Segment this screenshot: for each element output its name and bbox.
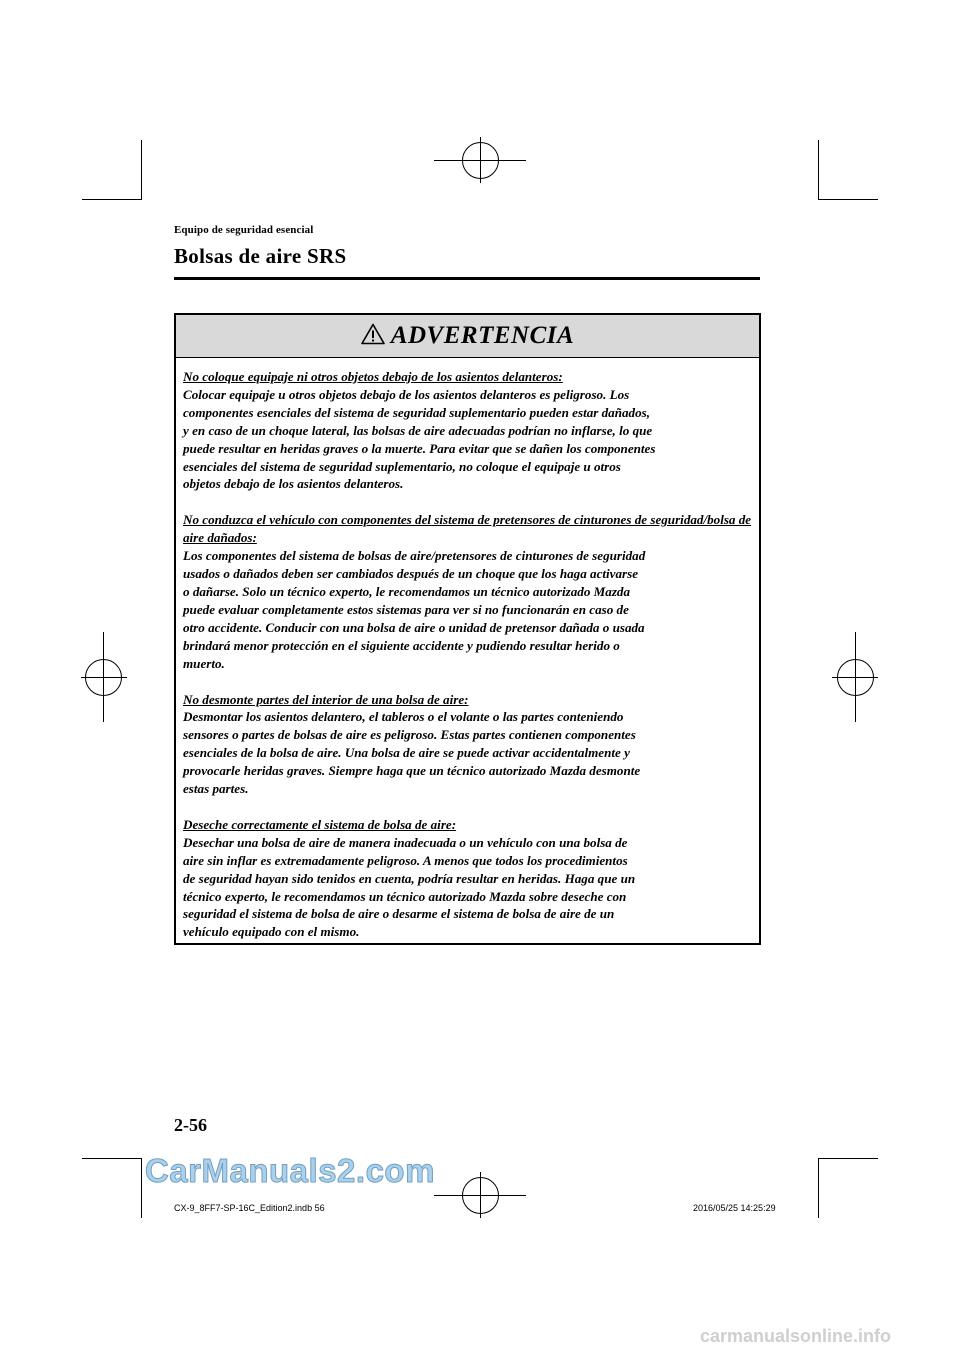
paragraph-line: puede resultar en heridas graves o la muerte. Para evitar que se dañen los componentes (183, 440, 656, 456)
paragraph-line: otro accidente. Conducir con una bolsa de aire o unidad de pretensor dañada o usada (183, 619, 645, 635)
paragraph-heading: No coloque equipaje ni otros objetos debajo de los asientos delanteros: (183, 369, 563, 384)
paragraph-line: o dañarse. Solo un técnico experto, le recomendamos un técnico autorizado Mazda (183, 583, 631, 599)
paragraph-line: técnico experto, le recomendamos un técnico autorizado Mazda sobre deseche con (183, 888, 627, 904)
paragraph-line: de seguridad hayan sido tenidos en cuenta, podría resultar en heridas. Haga que un (183, 870, 636, 886)
paragraph-line: aire sin inflar es extremadamente peligroso. A menos que todos los procedimientos (183, 852, 628, 868)
paragraph-line: vehículo equipado con el mismo. (183, 924, 360, 940)
paragraph-line: seguridad el sistema de bolsa de aire o desarme el sistema de bolsa de aire de un (183, 906, 615, 922)
warning-header (176, 315, 759, 358)
print-timestamp: 2016/05/25 14:25:29 (693, 1203, 776, 1213)
title-rule (174, 277, 760, 280)
page-number: 2-56 (174, 1115, 207, 1135)
warning-paragraph (183, 816, 753, 941)
warning-triangle-icon (361, 323, 385, 350)
paragraph-line: muerto. (183, 655, 225, 671)
warning-paragraph (183, 368, 753, 493)
paragraph-line: objetos debajo de los asientos delanteros. (183, 476, 404, 492)
page-title: Bolsas de aire SRS (174, 244, 347, 268)
paragraph-heading: No conduzca el vehículo con componentes del sistema de pretensores de cinturones de seguridad/bolsa de aire dañados: (183, 512, 752, 546)
paragraph-line: esenciales del sistema de seguridad suplementario, no coloque el equipaje u otros (183, 458, 621, 474)
paragraph-line: usados o dañados deben ser cambiados después de un choque que los haga activarse (183, 566, 639, 582)
paragraph-heading: Deseche correctamente el sistema de bolsa de aire: (183, 816, 457, 832)
paragraph-line: sensores o partes de bolsas de aire es peligroso. Estas partes contienen componentes (183, 727, 636, 743)
site-logo: CarManuals2.com (145, 1152, 435, 1189)
paragraph-line: esenciales de la bolsa de aire. Una bolsa de aire se puede activar accidentalmente y (183, 745, 630, 761)
paragraph-heading: No desmonte partes del interior de una bolsa de aire: (183, 691, 469, 707)
warning-paragraph (183, 691, 753, 798)
file-info: CX-9_8FF7-SP-16C_Edition2.indb 56 (174, 1203, 325, 1213)
paragraph-line: provocarle heridas graves. Siempre haga que un técnico autorizado Mazda desmonte (183, 763, 641, 779)
paragraph-line: brindará menor protección en el siguiente accidente y pudiendo resultar herido o (183, 637, 620, 653)
warning-box (174, 313, 761, 945)
paragraph-line: estas partes. (183, 781, 249, 797)
section-label: Equipo de seguridad esencial (174, 224, 314, 236)
warning-title: ADVERTENCIA (390, 322, 575, 349)
paragraph-line: Desechar una bolsa de aire de manera inadecuada o un vehículo con una bolsa de (183, 834, 628, 850)
paragraph-line: Los componentes del sistema de bolsas de aire/pretensores de cinturones de seguridad (183, 548, 646, 564)
paragraph-line: Colocar equipaje u otros objetos debajo de los asientos delanteros es peligroso. Los (183, 386, 630, 402)
paragraph-line: Desmontar los asientos delantero, el tableros o el volante o las partes conteniendo (183, 709, 624, 725)
warning-paragraph (183, 511, 753, 672)
warning-body (176, 358, 759, 941)
paragraph-line: puede evaluar completamente estos sistemas para ver si no funcionarán en caso de (183, 601, 629, 617)
watermark: carmanualsonline.info (700, 1326, 892, 1346)
paragraph-line: componentes esenciales del sistema de seguridad suplementario pueden estar dañados, (183, 404, 651, 420)
paragraph-line: y en caso de un choque lateral, las bolsas de aire adecuadas podrían no inflarse, lo que (183, 422, 653, 438)
